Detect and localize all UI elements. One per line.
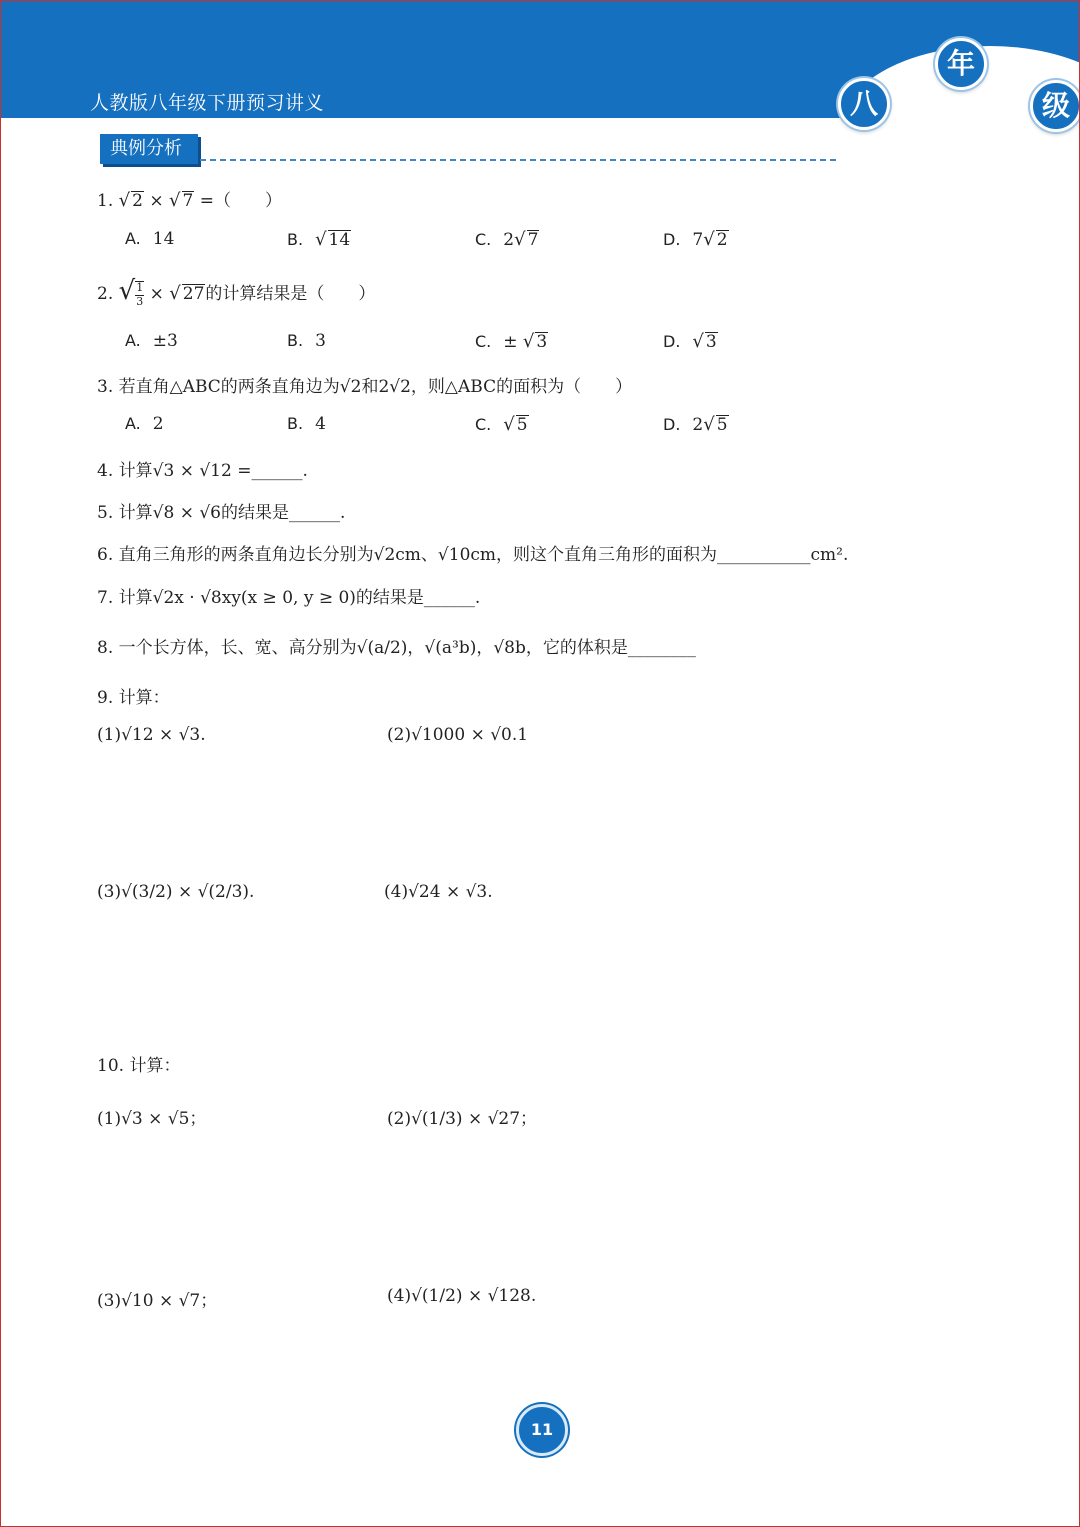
q1-option-a: A. 14	[125, 229, 175, 249]
q10-part-1: (1)√3 × √5；	[97, 1109, 207, 1129]
q9-part-1: (1)√12 × √3.	[97, 725, 206, 745]
question-8: 8. 一个长方体，长、宽、高分别为√(a/2)，√(a³b)，√8b，它的体积是________	[97, 638, 696, 658]
question-5: 5. 计算√8 × √6的结果是______.	[97, 503, 346, 523]
q3-option-d: D. 2√ 5	[663, 414, 728, 435]
q9-part-4: (4)√24 × √3.	[384, 882, 493, 902]
q10-part-3: (3)√10 × √7；	[97, 1291, 218, 1311]
q3-option-a: A. 2	[125, 414, 164, 434]
header-title: 人教版八年级下册预习讲义	[90, 92, 325, 114]
page-number: 11	[516, 1404, 568, 1456]
question-4: 4. 计算√3 × √12 =______.	[97, 461, 308, 481]
question-7: 7. 计算√2x · √8xy(x ≥ 0, y ≥ 0)的结果是______.	[97, 588, 481, 608]
q10-part-4: (4)√(1/2) × √128.	[387, 1286, 537, 1306]
grade-badge-ji: 级	[1030, 80, 1080, 132]
q3-option-c: C. √ 5	[475, 414, 528, 435]
question-6: 6. 直角三角形的两条直角边长分别为√2cm、√10cm，则这个直角三角形的面积为___________cm².	[97, 545, 849, 565]
grade-badge-nian: 年	[935, 38, 987, 90]
q2-option-b: B. 3	[287, 331, 326, 351]
q9-part-2: (2)√1000 × √0.1	[387, 725, 529, 745]
q2-option-a: A. ±3	[125, 331, 178, 351]
q10-part-2: (2)√(1/3) × √27；	[387, 1109, 538, 1129]
q9-part-3: (3)√(3/2) × √(2/3).	[97, 882, 255, 902]
question-3: 3. 若直角△ABC的两条直角边为√2和2√2，则△ABC的面积为（ ）	[97, 377, 633, 397]
q1-option-c: C. 2√ 7	[475, 229, 539, 250]
q1-option-d: D. 7√ 2	[663, 229, 728, 250]
section-tag: 典例分析	[100, 134, 198, 164]
question-2: 2. √ $\frac{1}{3}$ × √ 27的计算结果是（ ）	[97, 276, 376, 308]
q1-option-b: B. √ 14	[287, 229, 351, 250]
question-9: 9. 计算：	[97, 688, 170, 708]
q2-option-c: C. ± √ 3	[475, 331, 548, 352]
question-1: 1. √ 2 × √ 7 =（ ）	[97, 190, 282, 211]
q3-option-b: B. 4	[287, 414, 326, 434]
q2-option-d: D. √ 3	[663, 331, 717, 352]
grade-badge-ba: 八	[838, 78, 890, 130]
section-divider	[200, 159, 836, 161]
question-10: 10. 计算：	[97, 1056, 181, 1076]
